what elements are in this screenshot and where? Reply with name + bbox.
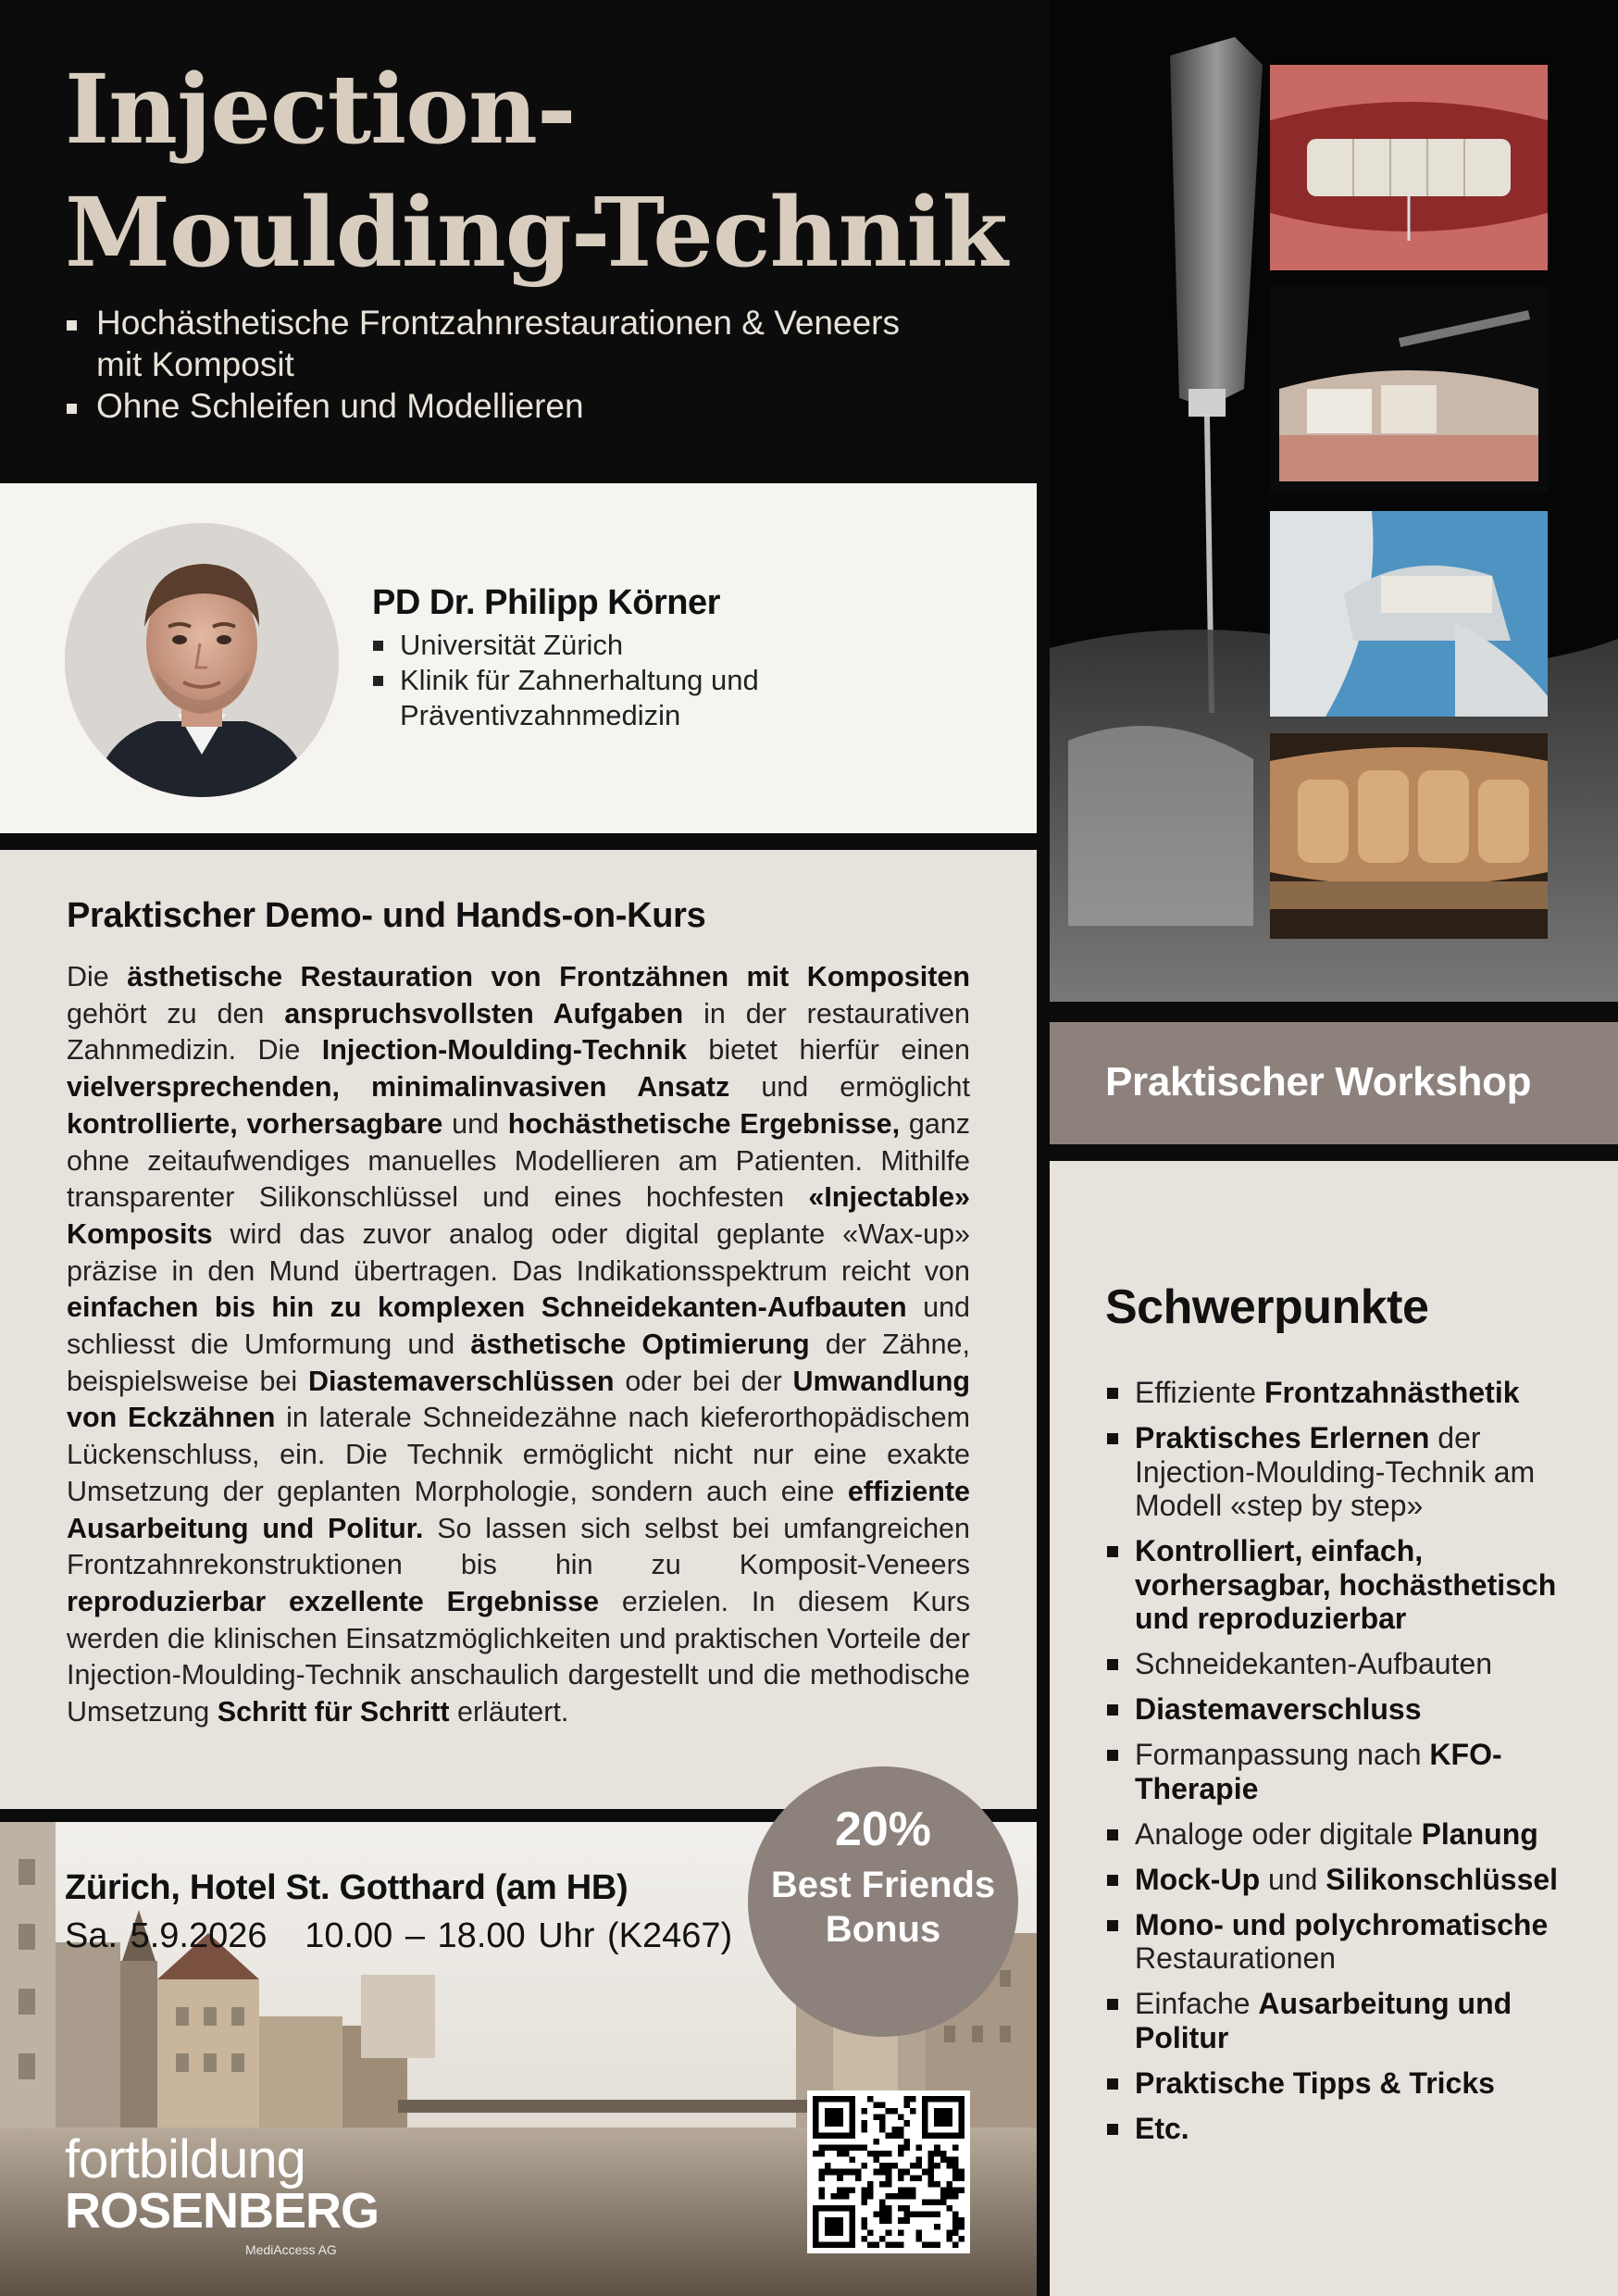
body-text: Die <box>67 961 128 992</box>
course-description <box>67 959 970 1731</box>
focus-item <box>1105 1376 1605 1410</box>
event-date: Sa. 5.9.2026 <box>65 1916 268 1955</box>
speaker-portrait <box>65 523 339 797</box>
body-text: Schneidekanten-Aufbauten <box>1135 1647 1493 1680</box>
header-bullet-list <box>65 302 900 427</box>
emphasized-text: effiziente Ausarbeitung und Politur. <box>67 1475 970 1544</box>
body-text: und <box>1260 1862 1326 1896</box>
focus-item <box>1105 1863 1605 1897</box>
focus-item <box>1105 1908 1605 1976</box>
logo-text-bottom: ROSENBERG <box>65 2183 380 2239</box>
workshop-banner <box>1050 1022 1618 1144</box>
focus-item <box>1105 1692 1605 1727</box>
speaker-affiliation <box>372 628 759 663</box>
emphasized-text: Kontrolliert, einfach, vorhersagbar, hochästhetisch und reproduzierbar <box>1135 1534 1557 1635</box>
teeth-closeup-photo <box>1270 733 1548 939</box>
speaker-portrait-image <box>65 523 339 797</box>
emphasized-text: Injection-Moulding-Technik <box>321 1034 687 1067</box>
emphasized-text: Planung <box>1421 1816 1538 1851</box>
emphasized-text: vielversprechenden, minimalinvasiven Ansatz <box>67 1071 730 1104</box>
body-text: So lassen sich selbst bei umfangreichen Frontzahnrekonstruktionen bis hin zu Komposit-Veneers <box>67 1512 970 1581</box>
body-text: in der restaurativen Zahnmedizin. Die <box>67 997 970 1067</box>
emphasized-text: Ausarbeitung und Politur <box>1135 1987 1512 2054</box>
emphasized-text: kontrollierte, vorhersagbare <box>67 1107 443 1140</box>
qr-code-icon <box>813 2096 965 2248</box>
bonus-percent: 20% <box>834 1803 932 1856</box>
body-text: in laterale Schneidezähne nach kieferorthopädischem Lückenschluss, ein. Die Technik ermöglicht nicht nur eine exakte Umsetzung der geplanten Morphologie, sondern auch eine <box>67 1402 970 1507</box>
body-text: erzielen. In diesem Kurs werden die klinischen Einsatzmöglichkeiten und praktischen Vorteile der Injection-Moulding-Technik anschaulich dargestellt und die methodische Umsetzung <box>67 1585 970 1728</box>
body-text: Formanpassung nach <box>1135 1738 1430 1771</box>
event-date-time <box>65 1916 732 1956</box>
emphasized-text: KFO-Therapie <box>1135 1738 1502 1805</box>
emphasized-text: Silikonschlüssel <box>1326 1862 1559 1896</box>
smile-photo <box>1270 65 1548 270</box>
speaker-name: PD Dr. Philipp Körner <box>372 583 720 622</box>
affiliation-text: Präventivzahnmedizin <box>400 699 681 731</box>
focus-list <box>1105 1376 1605 2157</box>
focus-item <box>1105 1987 1605 2054</box>
emphasized-text: Etc. <box>1135 2111 1189 2145</box>
body-text: der Zähne, beispielsweise bei <box>67 1329 970 1397</box>
focus-item <box>1105 1534 1605 1636</box>
body-text: erläutert. <box>449 1696 569 1728</box>
emphasized-text: Praktische Tipps & Tricks <box>1135 2065 1495 2100</box>
body-text: oder bei der <box>614 1365 793 1397</box>
body-text: und schliesst die Umformung und <box>67 1292 970 1361</box>
focus-item <box>1105 1647 1605 1681</box>
emphasized-text: hochästhetische Ergebnisse, <box>507 1107 901 1140</box>
emphasized-text: Umwandlung von Eckzähnen <box>67 1365 970 1434</box>
emphasized-text: anspruchsvollsten Aufgaben <box>284 997 684 1029</box>
thumb-model-injection <box>1270 287 1548 493</box>
focus-item <box>1105 2112 1605 2146</box>
emphasized-text: reproduzierbar exzellente Ergebnisse <box>67 1585 600 1617</box>
focus-item <box>1105 1817 1605 1852</box>
event-location: Zürich, Hotel St. Gotthard (am HB) <box>65 1868 629 1907</box>
body-text: Analoge oder digitale <box>1135 1816 1422 1851</box>
emphasized-text: Diastemaverschluss <box>1135 1692 1422 1726</box>
body-text: Effiziente <box>1135 1376 1264 1409</box>
emphasized-text: ästhetische Restauration von Frontzähnen mit Kompositen <box>127 961 970 992</box>
affiliation-text: Klinik für Zahnerhaltung und <box>400 664 759 696</box>
course-heading: Praktischer Demo- und Hands-on-Kurs <box>67 896 706 935</box>
emphasized-text: Mock-Up <box>1135 1862 1261 1896</box>
dental-photo-collage <box>1050 0 1618 1002</box>
body-text: und ermöglicht <box>729 1071 970 1104</box>
speaker-affiliation <box>372 663 759 733</box>
bonus-label <box>748 1863 1018 1952</box>
title-line-2: Moulding-Technik <box>65 177 1007 289</box>
body-text: Einfache <box>1135 1987 1259 2020</box>
bonus-label-line: Best Friends <box>770 1865 996 1905</box>
thumb-smile <box>1270 65 1548 270</box>
header-bullet-text: Hochästhetische Frontzahnrestaurationen & Veneers <box>96 304 900 342</box>
body-text: ganz ohne zeitaufwendiges manuelles Modellieren am Patienten. Mithilfe transparenter Silikonschlüssel und eines hochfesten <box>67 1107 970 1214</box>
focus-item <box>1105 1738 1605 1805</box>
emphasized-text: Frontzahnästhetik <box>1263 1376 1520 1409</box>
affiliation-text: Universität Zürich <box>400 629 624 661</box>
logo-text-top: fortbildung <box>65 2129 305 2190</box>
emphasized-text: Diastemaverschlüssen <box>307 1365 615 1397</box>
focus-item <box>1105 2066 1605 2101</box>
body-text: bietet hierfür einen <box>686 1034 970 1067</box>
page-title <box>65 48 1007 294</box>
emphasized-text: Schritt für Schritt <box>217 1696 450 1728</box>
header-bullet <box>65 302 900 385</box>
event-time: 10.00 – 18.00 Uhr (K2467) <box>305 1916 733 1955</box>
emphasized-text: «Injectable» Komposits <box>67 1181 970 1250</box>
focus-item <box>1105 1421 1605 1523</box>
emphasized-text: Praktisches Erlernen <box>1135 1421 1430 1454</box>
course-section <box>0 850 1037 1809</box>
workshop-label: Praktischer Workshop <box>1105 1059 1532 1104</box>
qr-code[interactable] <box>807 2090 970 2253</box>
bonus-label-line: Bonus <box>825 1909 941 1950</box>
bonus-badge <box>748 1766 1018 2037</box>
logo-subtext: MediAccess AG <box>245 2242 337 2257</box>
body-text: Restaurationen <box>1135 1941 1337 1975</box>
header-section <box>0 0 1037 483</box>
emphasized-text: einfachen bis hin zu komplexen Schneidekanten-Aufbauten <box>67 1292 907 1324</box>
model-injection-photo <box>1270 287 1548 493</box>
emphasized-text: ästhetische Optimierung <box>470 1329 810 1361</box>
emphasized-text: Mono- und polychromatische <box>1135 1907 1549 1941</box>
speaker-affiliation-list <box>372 628 759 733</box>
thumb-teeth-closeup <box>1270 733 1548 939</box>
focus-title: Schwerpunkte <box>1105 1280 1429 1334</box>
thumb-gloved-hand <box>1270 511 1548 717</box>
fortbildung-rosenberg-logo <box>65 2129 380 2257</box>
header-bullet-text: mit Komposit <box>96 345 294 383</box>
speaker-section <box>0 483 1037 833</box>
focus-section <box>1050 1161 1618 2296</box>
body-text: gehört zu den <box>67 997 285 1029</box>
title-line-1: Injection- <box>65 54 576 166</box>
header-bullet <box>65 385 900 427</box>
body-text: wird das zuvor analog oder digital geplante «Wax-up» präzise in den Mund übertragen. Das Indikationsspektrum reicht von <box>67 1217 970 1287</box>
gloved-hand-photo <box>1270 511 1548 717</box>
body-text: der Injection-Moulding-Technik am Modell «step by step» <box>1135 1421 1536 1522</box>
header-bullet-text: Ohne Schleifen und Modellieren <box>96 387 584 425</box>
body-text: und <box>442 1107 508 1140</box>
